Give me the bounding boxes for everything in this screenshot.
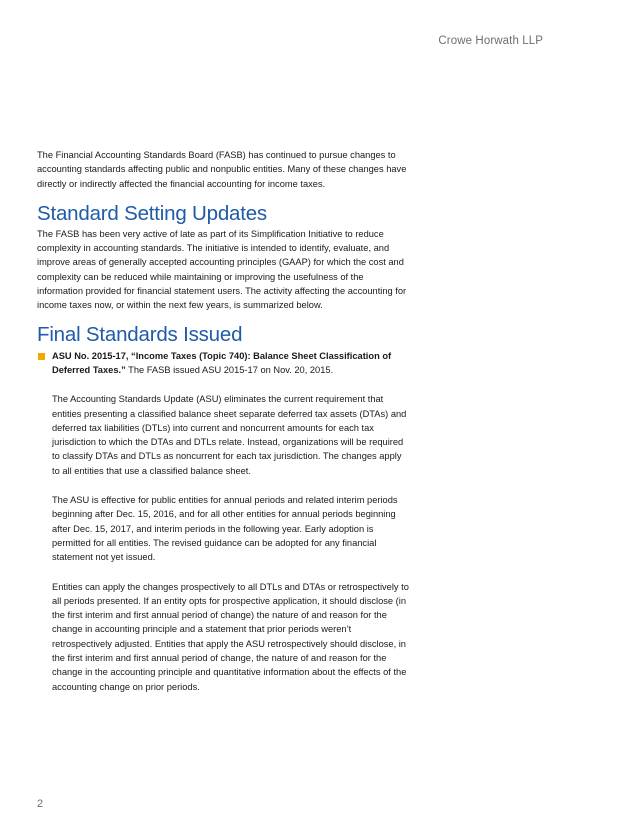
main-content <box>37 148 409 694</box>
bullet-item-title-rest: The FASB issued ASU 2015-17 on Nov. 20, 2015. <box>125 364 334 375</box>
bullet-square-icon <box>38 353 45 360</box>
page-number: 2 <box>37 798 44 810</box>
intro-paragraph: The Financial Accounting Standards Board (FASB) has continued to pursue changes to accounting standards affecting public and nonpublic entities. Many of these changes have directly or indirectly affected the financial accounting for income taxes. <box>37 150 407 189</box>
standard-setting-paragraph: The FASB has been very active of late as part of its Simplification Initiative to reduce complexity in accounting standards. The initiative is intended to identify, evaluate, and improve areas of generally accepted accounting principles (GAAP) for which the cost and complexity can be reduced while maintaining or improving the usefulness of the information provided for financial statement users. The activity affecting the accounting for income taxes now, or within the next few years, is summarized below. <box>37 228 407 311</box>
bullet-item-title <box>52 349 409 378</box>
final-standards-heading: Final Standards Issued <box>37 322 243 346</box>
asu-paragraph-3: Entities can apply the changes prospectively to all DTLs and DTAs or retrospectively to all periods presented. If an entity opts for prospective application, it should disclose (in the first interim and first annual period of change) the nature of and reason for the change in accounting principle and a statement that prior periods weren’t retrospectively adjusted. Entities that apply the ASU retrospectively should disclose, in the first interim and first annual period of change, the nature of and reason for the change in the accounting principle and quantitative information about the effects of the accounting change on prior periods. <box>52 581 409 692</box>
asu-paragraph-1: The Accounting Standards Update (ASU) eliminates the current requirement that entities presenting a classified balance sheet separate deferred tax assets (DTAs) and deferred tax liabilities (DTLs) into current and noncurrent amounts for each tax jurisdiction to which the DTAs and DTLs relate. Instead, organizations will be required to classify DTAs and DTLs as noncurrent for each tax jurisdiction. The changes apply to all entities that use a classified balance sheet. <box>52 394 407 476</box>
asu-paragraph-2: The ASU is effective for public entities for annual periods and related interim periods beginning after Dec. 15, 2016, and for all other entities for annual periods beginning after Dec. 15, 2017, and interim periods in the following year. Early adoption is permitted for all entities. The revised guidance can be adopted for any financial statement not yet issued. <box>52 495 398 563</box>
bullet-item-title-bold: ASU No. 2015-17, “Income Taxes (Topic 740): Balance Sheet Classification of Deferred Taxes.” <box>52 350 392 375</box>
bullet-item-asu-2015-17 <box>37 349 409 694</box>
bullet-item-body <box>52 392 409 694</box>
firm-name-header: Crowe Horwath LLP <box>438 35 543 47</box>
standard-setting-heading: Standard Setting Updates <box>37 201 267 225</box>
